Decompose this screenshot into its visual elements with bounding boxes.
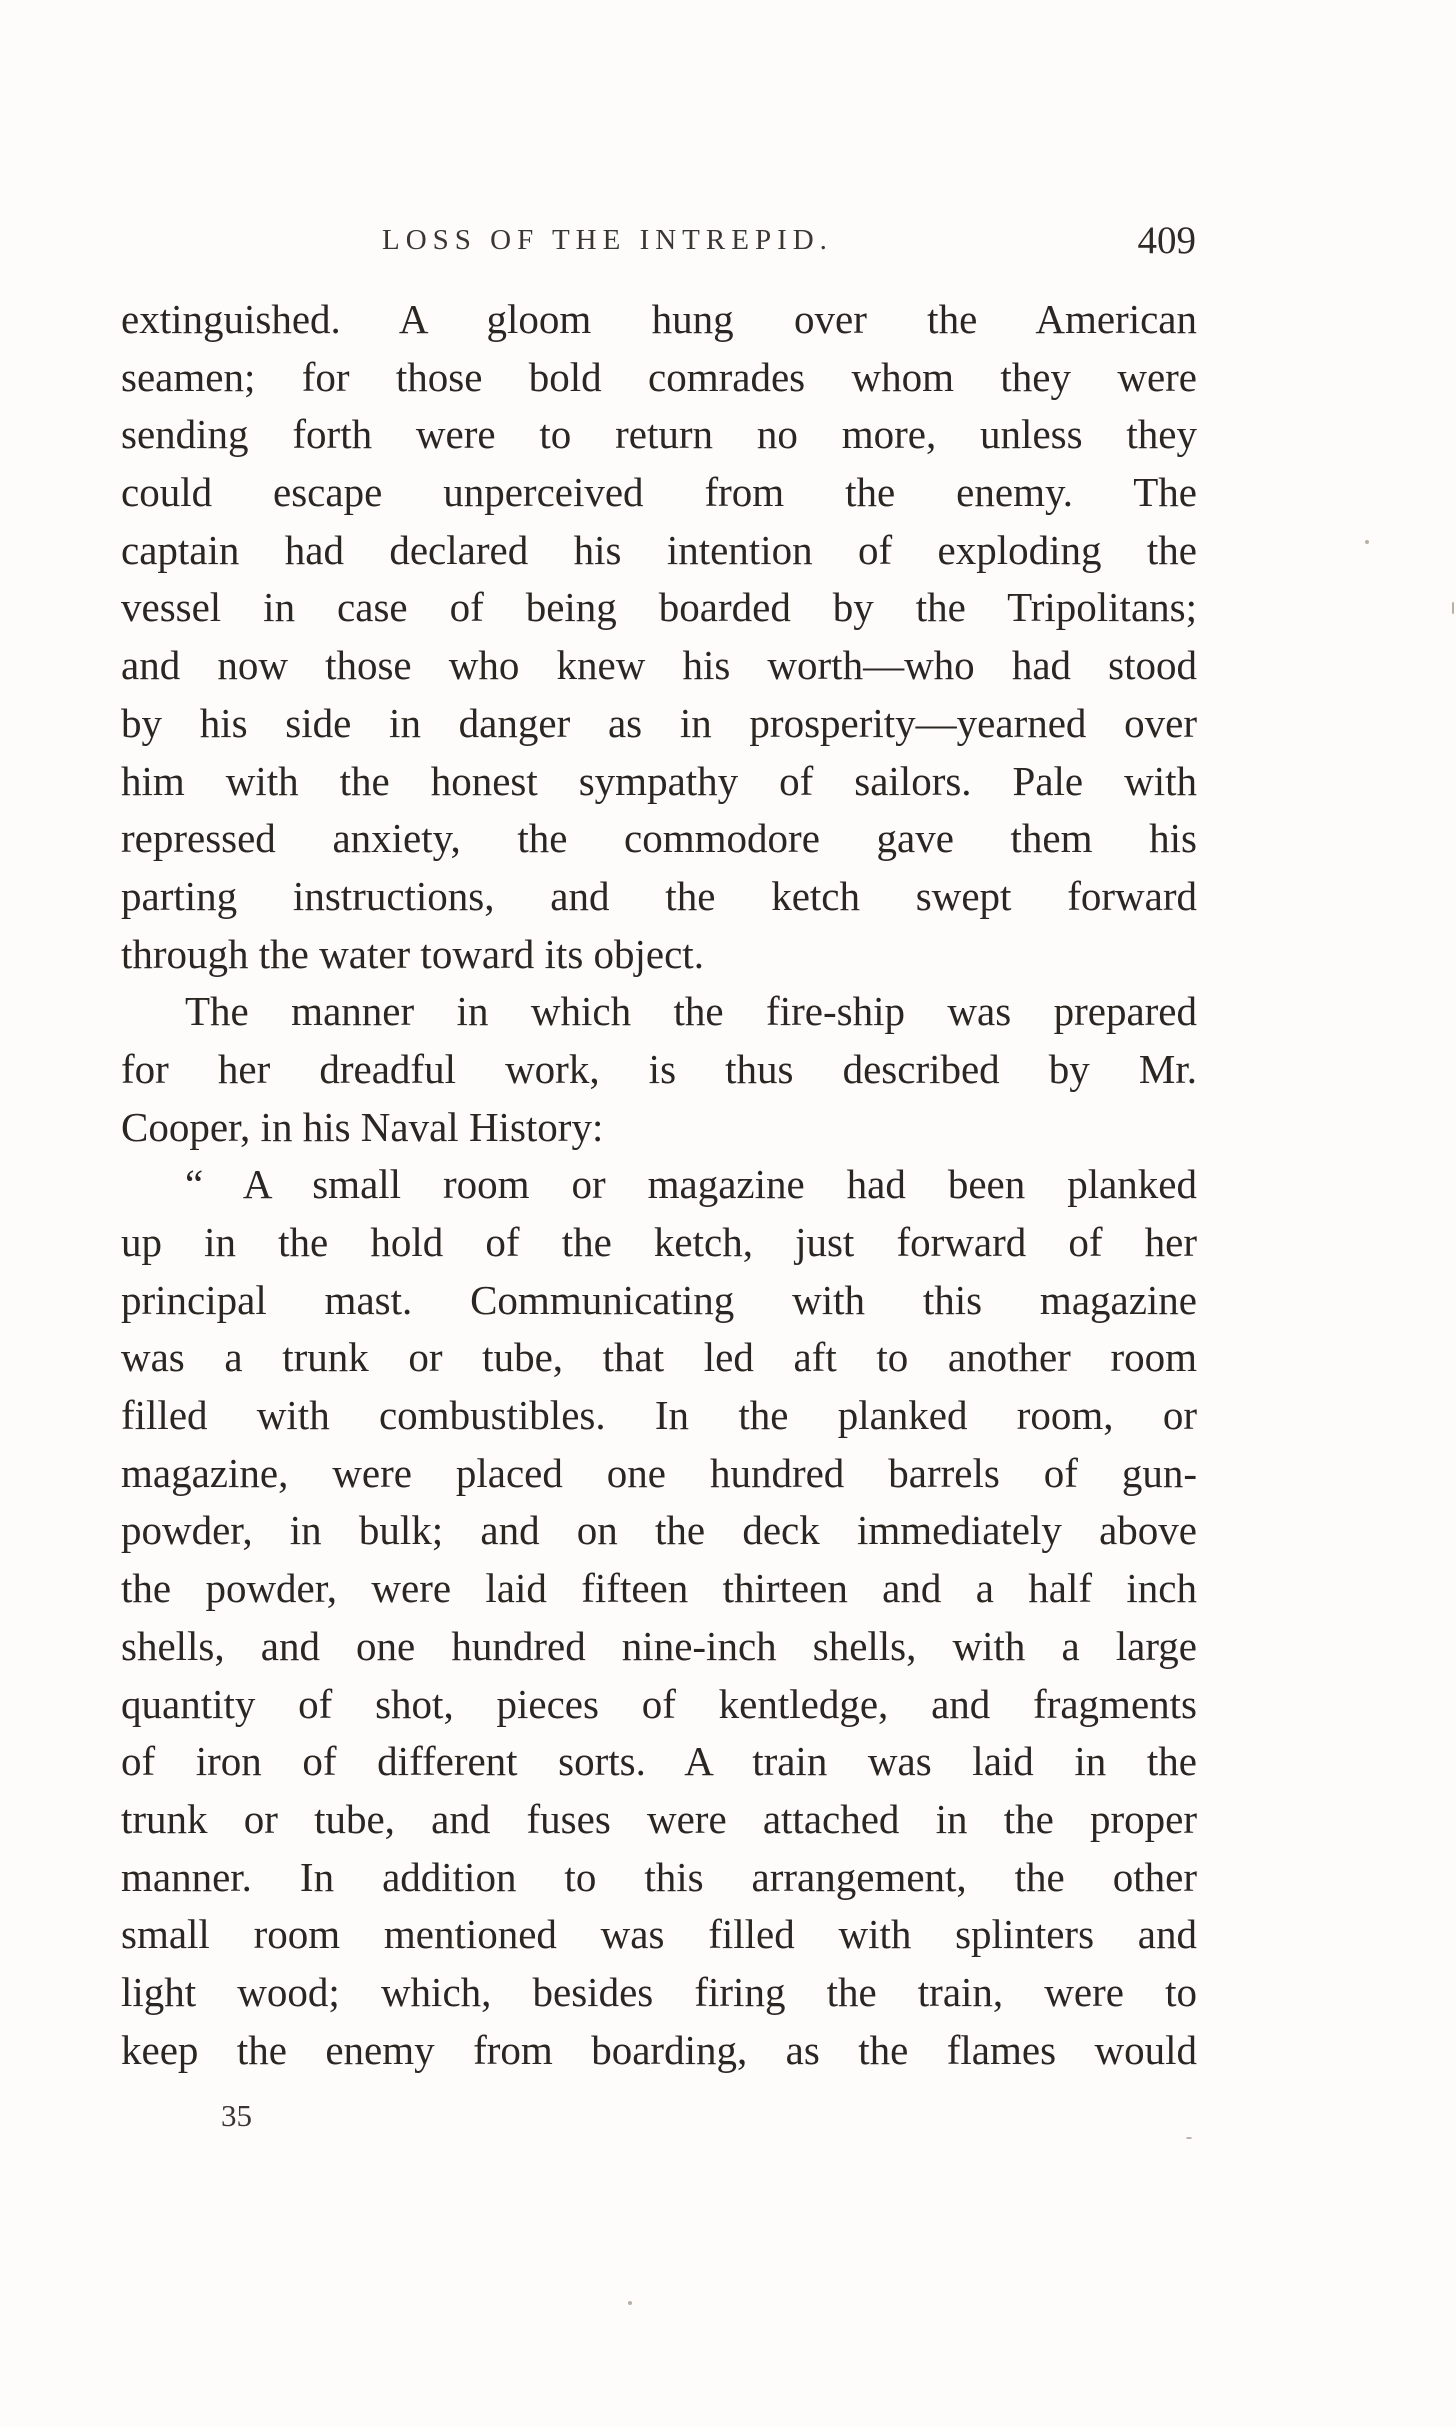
text-line: of iron of different sorts. A train was laid in the bbox=[121, 1738, 1197, 1785]
body-text bbox=[121, 291, 1197, 2079]
text-line: magazine, were placed one hundred barrels of gun- bbox=[121, 1449, 1197, 1496]
paper-speck bbox=[1186, 2137, 1192, 2139]
text-line: keep the enemy from boarding, as the flames would bbox=[121, 2026, 1197, 2073]
text-line: was a trunk or tube, that led aft to another room bbox=[121, 1334, 1197, 1381]
text-line: seamen; for those bold comrades whom they were bbox=[121, 353, 1197, 400]
text-line: Cooper, in his Naval History: bbox=[121, 1103, 604, 1150]
text-line: shells, and one hundred nine-inch shells, with a large bbox=[121, 1622, 1197, 1669]
text-line: parting instructions, and the ketch swept forward bbox=[121, 872, 1197, 919]
paper-speck bbox=[1452, 602, 1454, 614]
text-line: light wood; which, besides firing the train, were to bbox=[121, 1968, 1197, 2015]
text-line: through the water toward its object. bbox=[121, 930, 704, 977]
text-line: powder, in bulk; and on the deck immediately above bbox=[121, 1507, 1197, 1554]
signature-mark: 35 bbox=[221, 2098, 252, 2133]
text-line: could escape unperceived from the enemy. The bbox=[121, 469, 1197, 516]
text-line: up in the hold of the ketch, just forward of her bbox=[121, 1219, 1197, 1265]
text-line: sending forth were to return no more, unless they bbox=[121, 411, 1197, 458]
text-line: and now those who knew his worth—who had stood bbox=[121, 642, 1197, 689]
running-title: LOSS OF THE INTREPID. bbox=[382, 224, 833, 256]
text-line: captain had declared his intention of exploding the bbox=[121, 526, 1197, 573]
text-line: principal mast. Communicating with this magazine bbox=[121, 1276, 1197, 1323]
page-number: 409 bbox=[1137, 219, 1196, 262]
paper-speck bbox=[628, 2301, 632, 2305]
text-line: the powder, were laid fifteen thirteen and a half inch bbox=[121, 1565, 1197, 1612]
text-line: repressed anxiety, the commodore gave them his bbox=[121, 815, 1197, 862]
running-head bbox=[120, 212, 1200, 272]
text-line: quantity of shot, pieces of kentledge, and fragments bbox=[121, 1680, 1197, 1727]
text-line: him with the honest sympathy of sailors. Pale with bbox=[121, 757, 1197, 804]
text-line: manner. In addition to this arrangement, the other bbox=[121, 1853, 1197, 1900]
text-line: The manner in which the fire-ship was prepared bbox=[185, 988, 1197, 1035]
text-line: trunk or tube, and fuses were attached in the proper bbox=[121, 1795, 1197, 1842]
text-line: filled with combustibles. In the planked room, or bbox=[121, 1392, 1197, 1439]
paper-speck bbox=[1365, 540, 1369, 544]
text-line: “ A small room or magazine had been planked bbox=[185, 1161, 1197, 1208]
text-line: extinguished. A gloom hung over the American bbox=[121, 296, 1197, 342]
text-line: small room mentioned was filled with splinters and bbox=[121, 1911, 1197, 1958]
text-line: by his side in danger as in prosperity—yearned over bbox=[121, 699, 1197, 746]
text-line: vessel in case of being boarded by the Tripolitans; bbox=[121, 584, 1197, 631]
text-line: for her dreadful work, is thus described by Mr. bbox=[121, 1045, 1197, 1092]
